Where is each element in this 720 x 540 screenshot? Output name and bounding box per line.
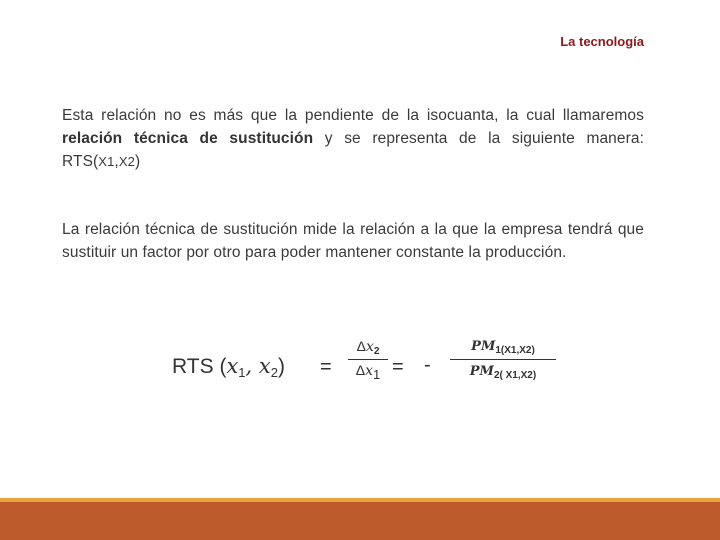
pm-label: PM	[469, 364, 494, 379]
variable-x1: X1	[98, 154, 115, 169]
pm-args: (X1,X2)	[500, 345, 535, 356]
header-title: La tecnología	[560, 34, 644, 49]
paragraph-definition	[62, 104, 644, 173]
var-x: x	[365, 363, 374, 379]
var-x: x	[226, 354, 239, 378]
pm-numerator	[450, 338, 556, 360]
var-x: x	[258, 354, 271, 378]
variable-x2: X2	[118, 154, 135, 169]
rts-label: RTS (	[172, 355, 227, 378]
sub-2: 2	[270, 365, 278, 380]
equals-sign: =	[392, 356, 404, 378]
pm-label: PM	[471, 339, 496, 354]
footer-bar	[0, 502, 720, 540]
sub-1: 1	[238, 365, 246, 380]
sub-2: 2	[493, 370, 500, 381]
paragraph-text: )	[134, 153, 141, 170]
pm-args: ( X1,X2)	[499, 370, 537, 381]
paragraph-explanation: La relación técnica de sustitución mide la relación a la que la empresa tendrá que sustituir un factor por otro para poder mantener constante la producción.	[62, 221, 644, 261]
delta-denominator	[348, 360, 388, 382]
sub-1: 1	[495, 345, 501, 356]
var-x: x	[365, 339, 374, 355]
delta-symbol: Δ	[356, 338, 366, 354]
rts-formula	[172, 334, 592, 404]
sub-1: 1	[373, 367, 381, 382]
minus-sign: -	[424, 354, 431, 376]
comma: ,	[114, 153, 119, 170]
bold-term-relacion-tecnica: relación técnica	[62, 130, 188, 147]
paragraph-text: Esta relación no es más que la pendiente de la isocuanta, la cual llamaremos	[62, 107, 644, 124]
close-paren: )	[277, 355, 285, 378]
delta-fraction	[348, 338, 388, 382]
marginal-product-fraction	[450, 338, 556, 381]
pm-denominator	[450, 360, 556, 381]
paragraph-text: y se representa de la siguiente manera: RTS(	[62, 130, 645, 170]
equals-sign: =	[320, 356, 332, 378]
formula-lhs	[172, 354, 285, 380]
delta-numerator	[348, 338, 388, 360]
sub-2: 2	[373, 346, 380, 357]
separator: ,	[245, 354, 259, 378]
bold-term-sustitucion: de sustitución	[199, 130, 314, 147]
paragraph-text	[188, 130, 200, 147]
delta-symbol: Δ	[355, 362, 366, 378]
